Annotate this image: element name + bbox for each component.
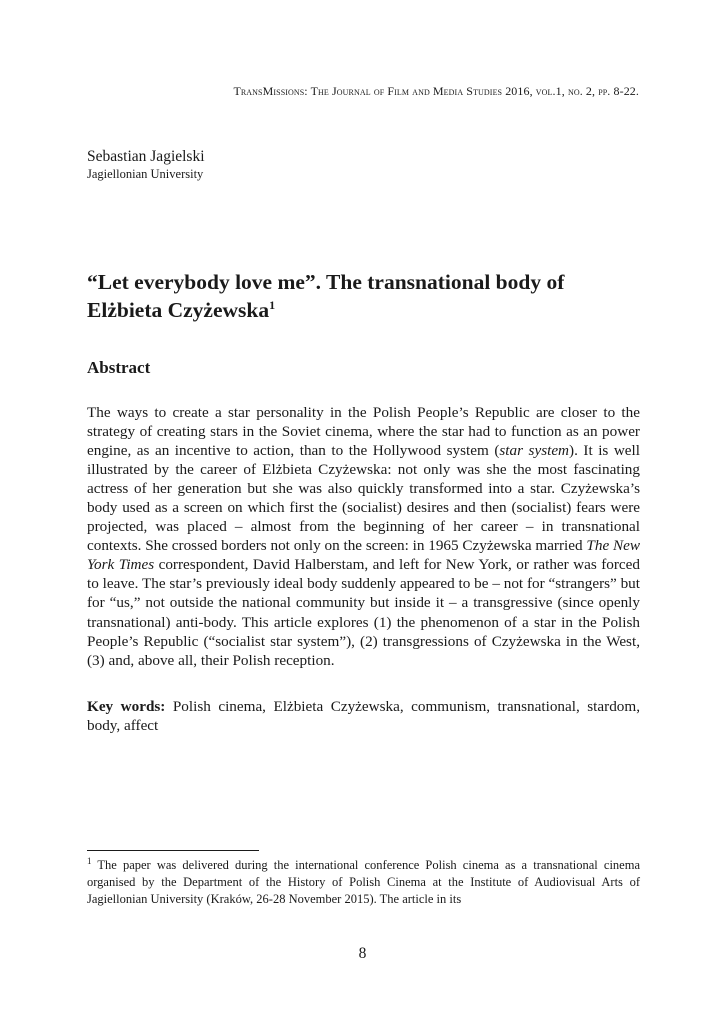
title-footnote-marker: 1 [269, 297, 276, 312]
keywords-label: Key words: [87, 698, 166, 715]
footnote-text: The paper was delivered during the international conference Polish cinema as a transnational cinema organised by the Department of the History of Polish Cinema at the Institute of Audiovisual Arts of Jagiellonian University (Kraków, 26-28 November 2015). The article in its [87, 858, 640, 906]
page-number: 8 [358, 945, 367, 962]
footnote [87, 857, 640, 908]
abstract-italic-nyt: The New York Times [87, 537, 640, 574]
article-title [87, 268, 642, 324]
author-block [87, 148, 205, 182]
keywords-text: Polish cinema, Elżbieta Czyżewska, communism, transnational, stardom, body, affect [87, 698, 640, 735]
abstract-italic-star-system: star system [499, 442, 570, 460]
running-head: TransMissions: The Journal of Film and Media Studies 2016, vol.1, no. 2, pp. 8-22. [233, 84, 639, 98]
article-title-text: “Let everybody love me”. The transnational body of Elżbieta Czyżewska [87, 270, 565, 322]
abstract-heading: Abstract [87, 358, 151, 377]
footnote-divider [87, 850, 259, 851]
abstract-text-3: correspondent, David Halberstam, and left for New York, or rather was forced to leave. The star’s previously ideal body suddenly appeared to be – not for “strangers” but for “us,” not outside the national community but inside it – a transgressive (since openly transnational) anti-body. This article explores (1) the phenomenon of a star in the Polish People’s Republic (“socialist star system”), (2) transgressions of Czyżewska in the West, (3) and, above all, their Polish reception. [87, 556, 640, 669]
abstract-body [87, 403, 640, 670]
author-affiliation: Jagiellonian University [87, 167, 204, 181]
abstract-text-2: ). It is well illustrated by the career of Elżbieta Czyżewska: not only was she the most fascinating actress of her generation but she was also quickly transformed into a star. Czyżewska’s body used as a screen on which first the (socialist) desires and then (socialist) fears were projected, was placed – almost from the beginning of her career – in transnational contexts. She crossed borders not only on the screen: in 1965 Czyżewska married [87, 442, 640, 555]
abstract-text-1: The ways to create a star personality in the Polish People’s Republic are closer to the strategy of creating stars in the Soviet cinema, where the star had to function as an power engine, as an incentive to action, than to the Hollywood system ( [87, 404, 640, 460]
footnote-marker: 1 [87, 855, 92, 866]
author-name: Sebastian Jagielski [87, 148, 205, 165]
keywords [87, 697, 640, 735]
